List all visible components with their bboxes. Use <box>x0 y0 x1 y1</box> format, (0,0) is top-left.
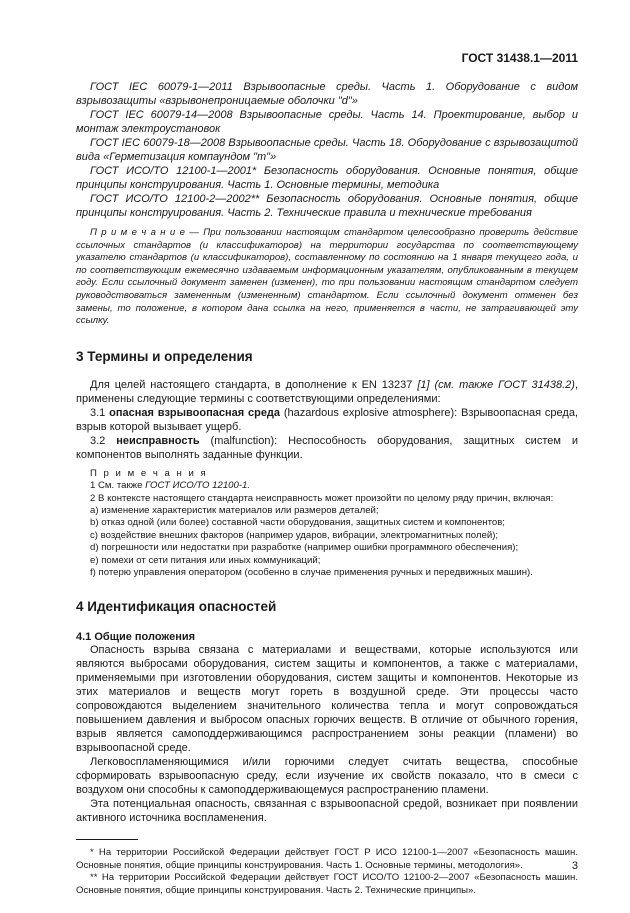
list-item: a) изменение характеристик материалов или размеров деталей; <box>90 504 379 516</box>
term-name: опасная взрывоопасная среда <box>109 406 281 419</box>
section-3-intro: Для целей настоящего стандарта, в дополнение к EN 13237 [1] (см. также ГОСТ 31438.2), применены следующие термины с соответствующими определениями: <box>76 378 578 405</box>
term-3-2: 3.2 неисправность (malfunction): Неспособность оборудования, защитных систем и компонентов выполнять заданные функции. <box>76 434 578 461</box>
page-number: 3 <box>571 860 578 872</box>
section-3-heading: 3 Термины и определения <box>76 348 253 364</box>
footnote: * На территории Российской Федерации действует ГОСТ Р ИСО 12100-1—2007 «Безопасность машин. Основные понятия, общие принципы конструирования. Часть 1. Основные термины, методология». <box>76 847 578 871</box>
document-header: ГОСТ 31438.1—2011 <box>461 51 578 65</box>
note-label: П р и м е ч а н и е <box>90 227 185 238</box>
note-2: 2 В контексте настоящего стандарта неисправность может произойти по целому ряду причин, включая: <box>90 492 554 504</box>
reference-item: ГОСТ ИСО/ТО 12100-1—2001* Безопасность оборудования. Основные понятия, общие принципы конструирования. Часть 1. Основные термины, методика <box>76 165 578 191</box>
note-text: — При пользовании настоящим стандартом целесообразно проверить действие ссылочных стандартов (и классификаторов) на территории государства по соответствующему указателю стандартов (и классификаторов), составленному по состоянию на 1 января текущего года, и по соответствующим ежемесячно издаваемым информационным указателям, опубликованным в текущем году. Если ссылочный документ заменен (изменен), то при пользовании настоящим стандартом следует руководствоваться замененным (измененным) стандартом. Если ссылочный документ отменен без замены, то положение, в котором дана ссылка на него, применяется в части, не затрагивающей эту ссылку. <box>76 227 578 327</box>
reference-item: ГОСТ IEC 60079-18—2008 Взрывоопасные среды. Часть 18. Оборудование с взрывозащитой вида «Герметизация компаундом "m"» <box>76 137 578 163</box>
subsection-4-1-heading: 4.1 Общие положения <box>76 631 196 644</box>
term-3-1: 3.1 опасная взрывоопасная среда (hazardous explosive atmosphere): Взрывоопасная среда, взрыв которой вызывает ущерб. <box>76 406 578 433</box>
body-paragraph: Легковоспламеняющимися и/или горючими следует считать вещества, способные сформировать взрывоопасную среду, если изучение их свойств показало, что в смеси с воздухом они способны к самоподдерживающемуся распространению пламени. <box>76 756 578 797</box>
body-paragraph: Эта потенциальная опасность, связанная с взрывоопасной средой, возникает при появлении активного источника воспламенения. <box>76 798 578 825</box>
reference-item: ГОСТ IEC 60079-1—2011 Взрывоопасные среды. Часть 1. Оборудование с видом взрывозащиты «взрывонепроницаемые оболочки "d"» <box>76 81 578 107</box>
page-content <box>76 80 578 897</box>
footnote: ** На территории Российской Федерации действует ГОСТ ИСО/ТО 12100-2—2007 «Безопасность машин. Основные понятия, общие принципы конструирования. Часть 2. Технические принципы». <box>76 872 578 896</box>
section-3-notes <box>76 468 578 580</box>
note-1: 1 См. также ГОСТ ИСО/ТО 12100-1. <box>90 480 251 492</box>
list-item: b) отказ одной (или более) составной части оборудования, защитных систем и компонентов; <box>90 517 505 529</box>
section-4-heading: 4 Идентификация опасностей <box>76 599 277 615</box>
list-item: e) помехи от сети питания или иных коммуникаций; <box>90 554 321 566</box>
reference-item: ГОСТ IEC 60079-14—2008 Взрывоопасные среды. Часть 14. Проектирование, выбор и монтаж электроустановок <box>76 109 578 135</box>
term-name: неисправность <box>116 434 200 447</box>
list-item: c) воздействие внешних факторов (например ударов, вибрации, электромагнитных полей); <box>90 529 499 541</box>
reference-item: ГОСТ ИСО/ТО 12100-2—2002** Безопасность оборудования. Основные понятия, общие принципы конструирования. Часть 2. Технические правила и технические требования <box>76 193 578 219</box>
reference-note <box>76 227 578 328</box>
footnote-separator <box>76 839 138 840</box>
list-item: f) потерю управления оператором (особенно в случае применения ручных и передвижных машин). <box>90 567 533 578</box>
list-item: d) погрешности или недостатки при разработке (например ошибки программного обеспечения); <box>90 542 519 554</box>
notes-title: П р и м е ч а н и я <box>90 467 208 479</box>
body-paragraph: Опасность взрыва связана с материалами и веществами, которые используются или являются выбросами оборудования, систем защиты и компонентов, а также с материалами, применяемыми при изготовлении оборудования, систем защиты и компонентов. Некоторые из этих материалов и веществ могут гореть в воздушной среде. Эти процессы часто сопровождаются выделением значительного количества тепла и могут сопровождаться повышением давления и выбросом опасных горючих веществ. В отличие от обычного горения, взрыв является самоподдерживающимся распространением зоны реакции (пламени) во взрывоопасной среде. <box>76 644 578 755</box>
